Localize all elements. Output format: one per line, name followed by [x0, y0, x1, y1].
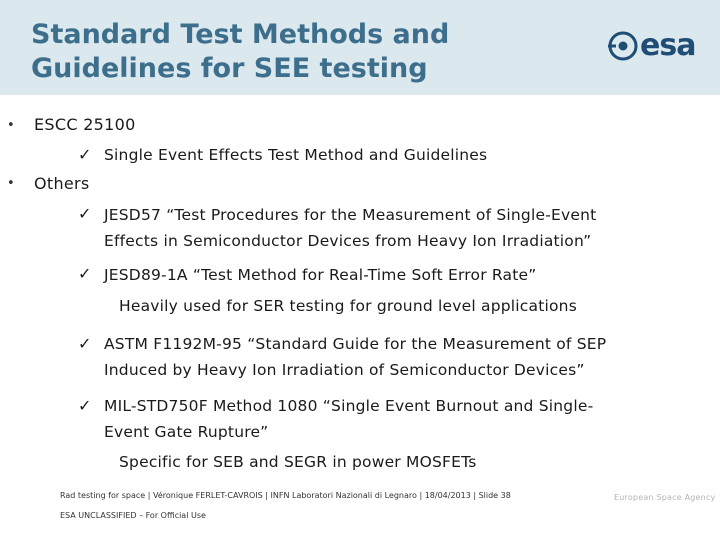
item-mil-std750f-line-1: MIL-STD750F Method 1080 “Single Event Burnout and Single- [104, 397, 594, 415]
esa-logo [606, 28, 706, 64]
checkmark-icon: ✓ [78, 204, 92, 223]
bullet-dot-icon: • [7, 176, 15, 191]
checkmark-icon: ✓ [78, 396, 92, 415]
item-mil-std750f [104, 393, 704, 445]
item-jesd57 [104, 202, 704, 254]
item-jesd89: JESD89-1A “Test Method for Real-Time Soft Error Rate” [104, 266, 537, 284]
item-jesd57-line-2: Effects in Semiconductor Devices from Heavy Ion Irradiation” [104, 232, 592, 250]
slide-title [31, 18, 551, 86]
footer-classification: ESA UNCLASSIFIED – For Official Use [60, 511, 206, 520]
item-escc-25100: Single Event Effects Test Method and Guidelines [104, 146, 488, 164]
checkmark-icon: ✓ [78, 334, 92, 353]
item-jesd57-line-1: JESD57 “Test Procedures for the Measurement of Single-Event [104, 206, 597, 224]
bullet-dot-icon: • [7, 118, 15, 133]
bullet-escc: ESCC 25100 [34, 115, 136, 134]
note-mil-std750f: Specific for SEB and SEGR in power MOSFETs [119, 453, 477, 471]
checkmark-icon: ✓ [78, 264, 92, 283]
item-astm-f1192-line-2: Induced by Heavy Ion Irradiation of Semiconductor Devices” [104, 361, 585, 379]
item-astm-f1192-line-1: ASTM F1192M-95 “Standard Guide for the Measurement of SEP [104, 335, 607, 353]
checkmark-icon: ✓ [78, 145, 92, 164]
esa-logo-text: esa [640, 28, 696, 63]
item-astm-f1192 [104, 331, 704, 383]
footer-agency-name: European Space Agency [614, 493, 716, 502]
bullet-others: Others [34, 174, 90, 193]
slide-title-line-1: Standard Test Methods and [31, 19, 450, 50]
slide-title-line-2: Guidelines for SEE testing [31, 53, 428, 84]
esa-logo-icon [606, 28, 640, 64]
item-mil-std750f-line-2: Event Gate Rupture” [104, 423, 269, 441]
note-jesd89: Heavily used for SER testing for ground level applications [119, 297, 577, 315]
footer-info: Rad testing for space | Véronique FERLET-CAVROIS | INFN Laboratori Nazionali di Legnaro | 18/04/2013 | Slide 38 [60, 491, 511, 500]
